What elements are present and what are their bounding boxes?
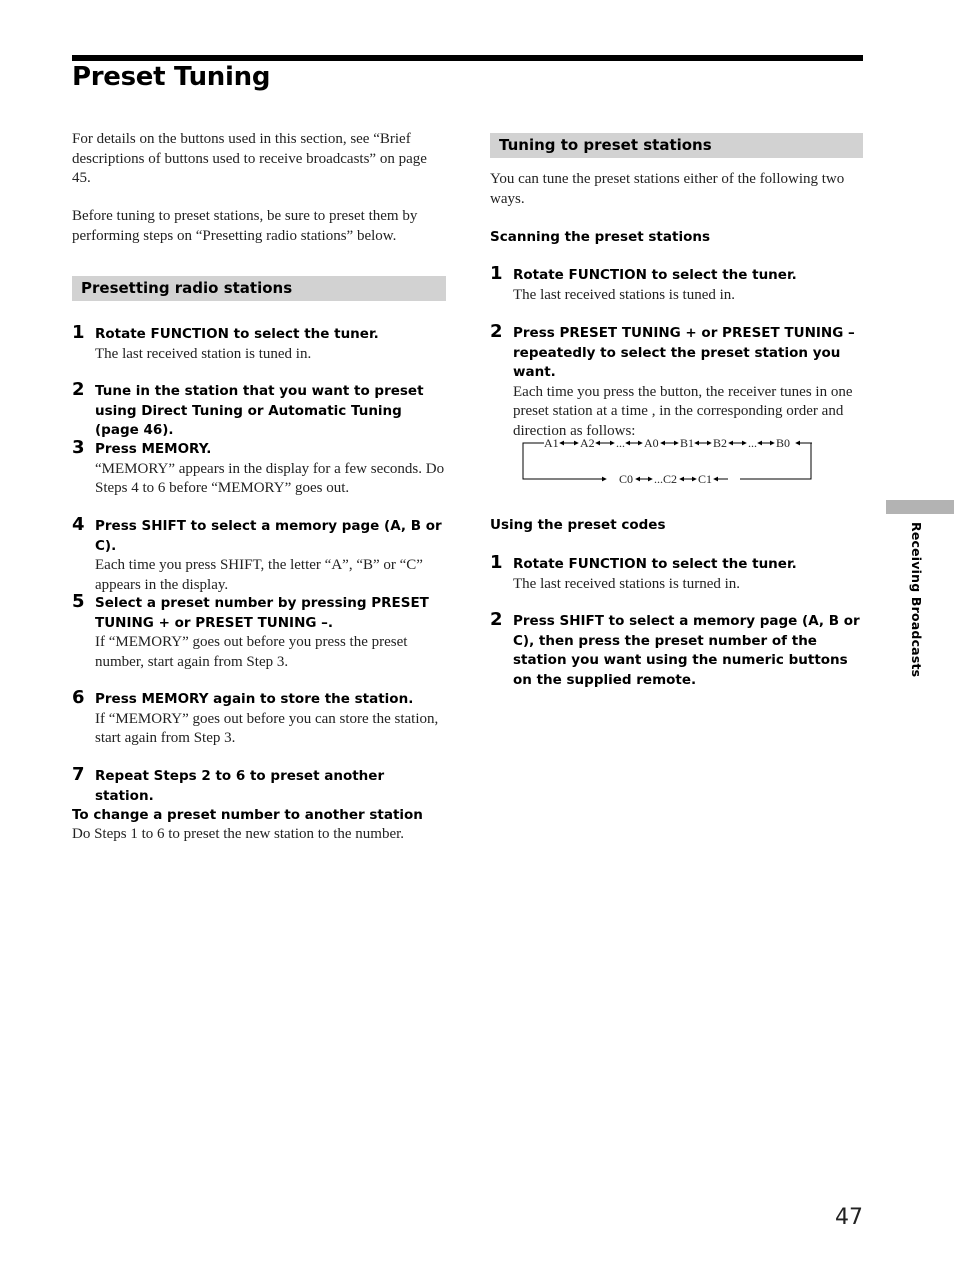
preset-step-5 [72, 591, 446, 672]
side-tab-label: Receiving Broadcasts [909, 522, 924, 678]
step-number: 6 [72, 687, 85, 708]
code-step-2 [490, 609, 863, 690]
step-heading: Press PRESET TUNING + or PRESET TUNING – repeatedly to select the preset station you want. [513, 325, 855, 380]
step-number: 2 [72, 379, 85, 400]
step-heading: Press MEMORY again to store the station. [95, 691, 414, 707]
preset-step-2 [72, 379, 446, 441]
step-number: 1 [72, 322, 85, 343]
code-step-1 [490, 552, 863, 594]
section-heading-tuning: Tuning to preset stations [490, 133, 863, 158]
scan-step-1 [490, 263, 863, 305]
preset-step-1 [72, 322, 446, 364]
diagram-label: ... [748, 436, 757, 450]
step-number: 2 [490, 609, 503, 630]
intro-paragraph-2: Before tuning to preset stations, be sure to preset them by performing steps on “Presetting radio stations” below. [72, 208, 418, 244]
step-number: 5 [72, 591, 85, 612]
preset-step-6 [72, 687, 446, 749]
codes-heading: Using the preset codes [490, 517, 666, 533]
step-body: The last received stations is turned in. [513, 575, 741, 592]
page-number: 47 [835, 1205, 863, 1230]
change-preset-heading: To change a preset number to another station [72, 807, 423, 823]
change-preset-body: Do Steps 1 to 6 to preset the new station to the number. [72, 826, 405, 842]
step-heading: Rotate FUNCTION to select the tuner. [513, 267, 797, 283]
diagram-label: C1 [698, 472, 713, 486]
diagram-label: B2 [713, 436, 728, 450]
diagram-label: B1 [680, 436, 695, 450]
section-heading-presetting: Presetting radio stations [72, 276, 446, 301]
step-heading: Rotate FUNCTION to select the tuner. [513, 556, 797, 572]
step-body: The last received station is tuned in. [95, 345, 312, 362]
step-body: Each time you press SHIFT, the letter “A”, “B” or “C” appears in the display. [95, 557, 423, 593]
step-heading: Rotate FUNCTION to select the tuner. [95, 326, 379, 342]
preset-step-3 [72, 437, 446, 499]
step-body: If “MEMORY” goes out before you press the preset number, start again from Step 3. [95, 634, 408, 670]
tuning-intro: You can tune the preset stations either of the following two ways. [490, 171, 845, 207]
step-body: Each time you press the button, the receiver tunes in one preset station at a time , in the corresponding order and direction as follows: [513, 383, 853, 439]
step-number: 1 [490, 263, 503, 284]
preset-order-diagram [522, 436, 814, 486]
step-heading: Press MEMORY. [95, 441, 212, 457]
step-heading: Repeat Steps 2 to 6 to preset another station. [95, 768, 385, 804]
step-number: 2 [490, 321, 503, 342]
step-number: 1 [490, 552, 503, 573]
diagram-label: C0 [619, 472, 634, 486]
preset-step-4 [72, 514, 446, 595]
step-heading: Tune in the station that you want to preset using Direct Tuning or Automatic Tuning (page 46). [95, 383, 424, 438]
diagram-label: ... [616, 436, 625, 450]
page-title: Preset Tuning [72, 62, 271, 92]
step-number: 7 [72, 764, 85, 785]
diagram-label: A1 [544, 436, 559, 450]
step-body: “MEMORY” appears in the display for a few seconds. Do Steps 4 to 6 before “MEMORY” goes out. [95, 460, 445, 496]
preset-step-7 [72, 764, 446, 806]
step-number: 3 [72, 437, 85, 458]
intro-paragraph-1: For details on the buttons used in this section, see “Brief descriptions of buttons used to receive broadcasts” on page 45. [72, 131, 427, 186]
diagram-label: A0 [644, 436, 659, 450]
step-number: 4 [72, 514, 85, 535]
scanning-heading: Scanning the preset stations [490, 229, 711, 245]
step-heading: Press SHIFT to select a memory page (A, B or C), then press the preset number of the station you want using the numeric buttons on the supplied remote. [513, 613, 860, 688]
side-tab-marker [886, 500, 954, 514]
step-body: If “MEMORY” goes out before you can store the station, start again from Step 3. [95, 710, 439, 746]
diagram-label: A2 [580, 436, 595, 450]
diagram-label: B0 [776, 436, 791, 450]
scan-step-2 [490, 321, 863, 441]
diagram-label: ...C2 [654, 472, 678, 486]
step-heading: Press SHIFT to select a memory page (A, B or C). [95, 518, 442, 554]
header-rule [72, 55, 863, 61]
step-body: The last received stations is tuned in. [513, 286, 736, 303]
step-heading: Select a preset number by pressing PRESET TUNING + or PRESET TUNING –. [95, 595, 429, 631]
